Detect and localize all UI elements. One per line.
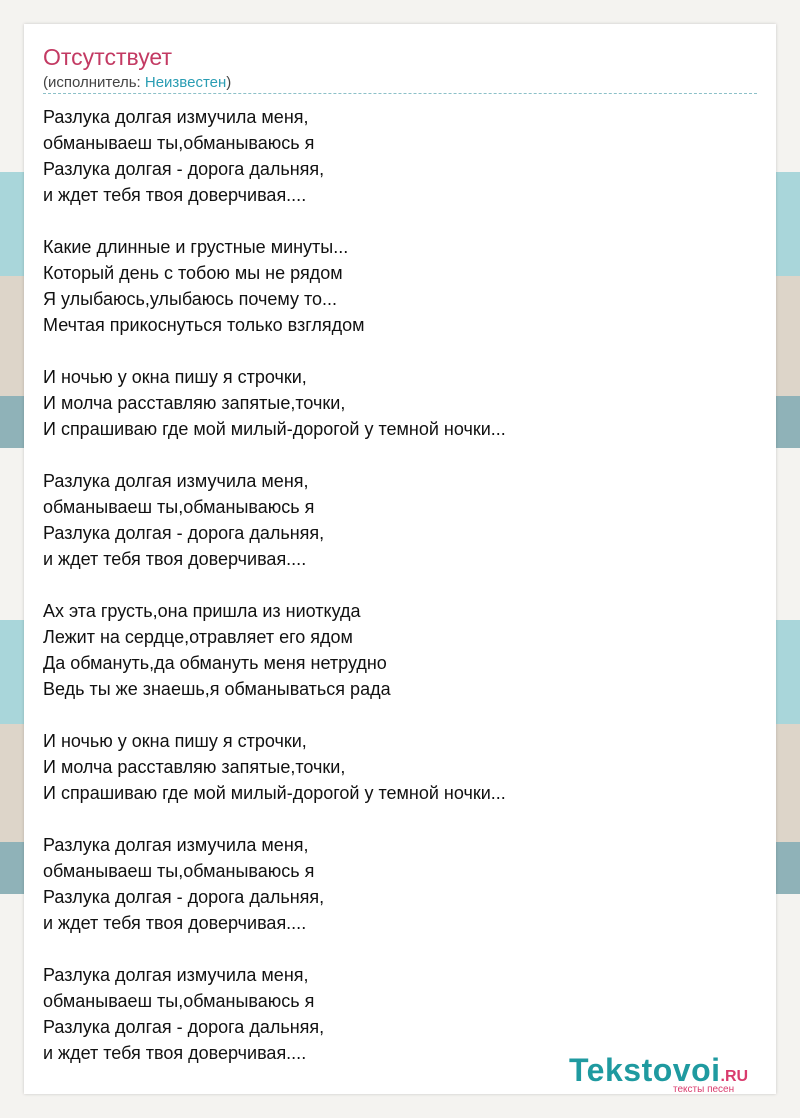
- logo-tagline: тексты песен: [673, 1084, 735, 1095]
- song-title: Отсутствует: [43, 44, 172, 70]
- lyric-line: Который день с тобою мы не рядом: [43, 263, 343, 283]
- artist-link[interactable]: Неизвестен: [144, 74, 227, 91]
- lyric-line: И молча расставляю запятые,точки,: [43, 393, 346, 413]
- verse: [43, 832, 757, 936]
- lyric-line: и ждет тебя твоя доверчивая....: [43, 913, 307, 933]
- lyric-line: и ждет тебя твоя доверчивая....: [43, 1043, 307, 1063]
- lyric-line: И ночью у окна пишу я строчки,: [43, 731, 307, 751]
- verse: [43, 364, 757, 442]
- lyric-line: Разлука долгая измучила меня,: [43, 471, 309, 491]
- verse: [43, 234, 757, 338]
- artist-line: [43, 74, 231, 92]
- lyrics-card: [24, 24, 776, 1094]
- lyric-line: Разлука долгая измучила меня,: [43, 835, 309, 855]
- lyric-line: Лежит на сердце,отравляет его ядом: [43, 627, 353, 647]
- artist-prefix: (исполнитель:: [43, 74, 145, 91]
- verse: [43, 104, 757, 208]
- dashed-divider: [43, 93, 757, 94]
- site-logo[interactable]: [569, 1052, 779, 1096]
- lyric-line: и ждет тебя твоя доверчивая....: [43, 185, 307, 205]
- lyric-line: Разлука долгая измучила меня,: [43, 107, 309, 127]
- logo-domain: .RU: [720, 1068, 749, 1085]
- lyric-line: Мечтая прикоснуться только взглядом: [43, 315, 365, 335]
- verse: [43, 468, 757, 572]
- lyric-line: Разлука долгая - дорога дальняя,: [43, 523, 325, 543]
- verse: [43, 728, 757, 806]
- lyric-line: И спрашиваю где мой милый-дорогой у темной ночки...: [43, 419, 506, 439]
- verse: [43, 962, 757, 1066]
- lyric-line: И ночью у окна пишу я строчки,: [43, 367, 307, 387]
- lyric-line: Разлука долгая - дорога дальняя,: [43, 159, 325, 179]
- lyric-line: Ах эта грусть,она пришла из ниоткуда: [43, 601, 361, 621]
- lyrics-text: [43, 104, 757, 1066]
- lyric-line: обманываеш ты,обманываюсь я: [43, 133, 315, 153]
- lyric-line: Да обмануть,да обмануть меня нетрудно: [43, 653, 387, 673]
- lyric-line: Разлука долгая измучила меня,: [43, 965, 309, 985]
- lyric-line: Какие длинные и грустные минуты...: [43, 237, 349, 257]
- lyric-line: И спрашиваю где мой милый-дорогой у темной ночки...: [43, 783, 506, 803]
- lyric-line: Разлука долгая - дорога дальняя,: [43, 1017, 325, 1037]
- lyric-line: обманываеш ты,обманываюсь я: [43, 991, 315, 1011]
- lyric-line: Разлука долгая - дорога дальняя,: [43, 887, 325, 907]
- lyric-line: И молча расставляю запятые,точки,: [43, 757, 346, 777]
- lyric-line: Я улыбаюсь,улыбаюсь почему то...: [43, 289, 338, 309]
- lyric-line: обманываеш ты,обманываюсь я: [43, 497, 315, 517]
- verse: [43, 598, 757, 702]
- lyric-line: обманываеш ты,обманываюсь я: [43, 861, 315, 881]
- logo-wordmark: Tekstovoi: [569, 1052, 721, 1088]
- lyric-line: Ведь ты же знаешь,я обманываться рада: [43, 679, 391, 699]
- lyric-line: и ждет тебя твоя доверчивая....: [43, 549, 307, 569]
- artist-suffix: ): [226, 74, 232, 91]
